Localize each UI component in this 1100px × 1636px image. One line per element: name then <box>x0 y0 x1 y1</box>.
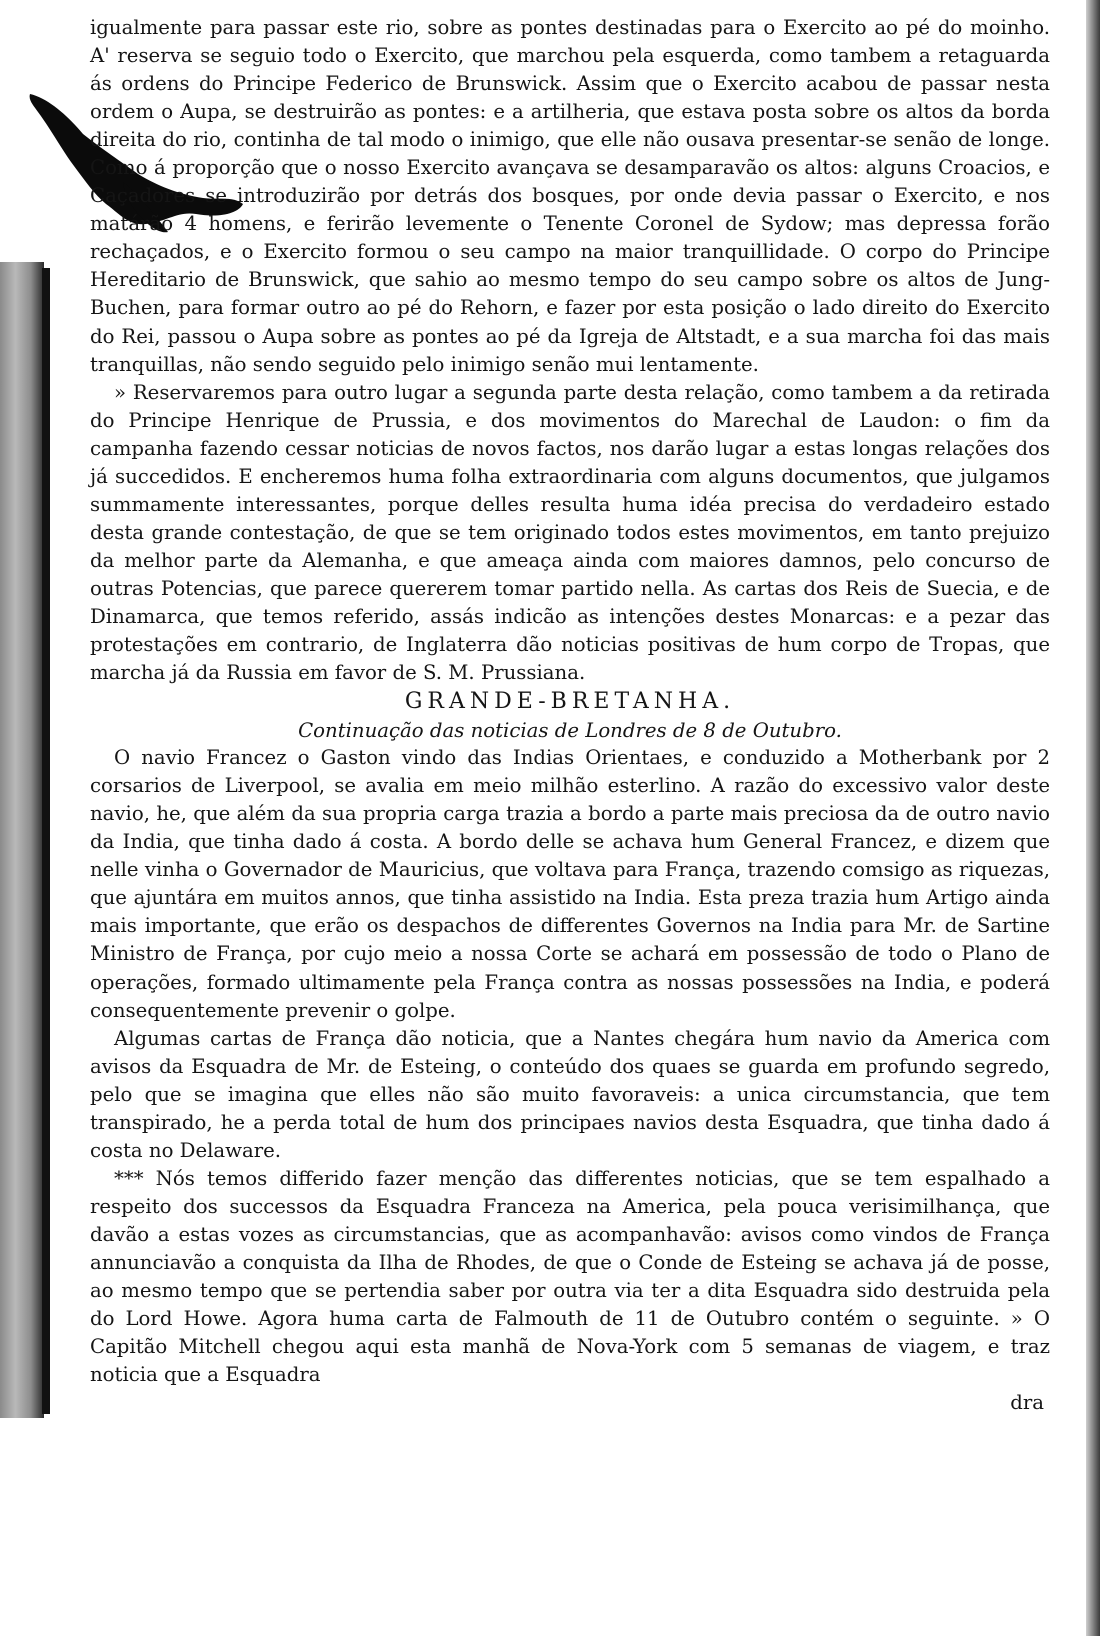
paragraph: Algumas cartas de França dão noticia, que a Nantes chegára hum navio da America com avisos da Esquadra de Mr. de Esteing, o conteúdo dos quaes se guarda em profundo segredo, pelo que se imagina que elles não são muito favoraveis: a unica circumstancia, que tem transpirado, he a perda total de hum dos principaes navios desta Esquadra, que tinha dado á costa no Delaware. <box>90 1026 1050 1162</box>
scan-binding-shadow <box>0 262 44 1418</box>
catchword: dra <box>1010 1391 1044 1415</box>
paragraph: » Reservaremos para outro lugar a segunda parte desta relação, como tambem a da retirada do Principe Henrique de Prussia, e dos movimentos do Marechal de Laudon: o fim da campanha fazendo cessar noticias de novos factos, nos darão lugar a estas longas relações dos já succedidos. E encheremos huma folha extraordinaria com alguns documentos, que julgamos summamente interessantes, porque delles resulta huma idéa precisa do verdadeiro estado desta grande contestação, de que se tem originado todos estes movimentos, em tanto prejuizo da melhor parte da Alemanha, e que ameaça ainda com maiores damnos, pelo concurso de outras Potencias, que parece quererem tomar partido nella. As cartas dos Reis de Suecia, e de Dinamarca, que temos referido, assás indicão as intenções destes Monarcas: e a pezar das protestações em contrario, de Inglaterra dão noticias positivas de hum corpo de Tropas, que marcha já da Russia em favor de S. M. Prussiana. <box>90 380 1050 685</box>
paragraph: O navio Francez o Gaston vindo das Indias Orientaes, e conduzido a Motherbank por 2 corsarios de Liverpool, se avalia em meio milhão esterlino. A razão do excessivo valor deste navio, he, que além da sua propria carga trazia a bordo a parte mais preciosa da de outro navio da India, que tinha dado á costa. A bordo delle se achava hum General Francez, e dizem que nelle vinha o Governador de Mauricius, que voltava para França, trazendo comsigo as riquezas, que ajuntára em muitos annos, que tinha assistido na India. Esta preza trazia hum Artigo ainda mais importante, que erão os despachos de differentes Governos na India para Mr. de Sartine Ministro de França, por cujo meio a nossa Corte se achará em possessão de todo o Plano de operações, formado ultimamente pela França contra as nossas possessões na India, e poderá consequentemente prevenir o golpe. <box>90 746 1050 1022</box>
article-body <box>90 14 1050 1417</box>
paragraph: igualmente para passar este rio, sobre as pontes destinadas para o Exercito ao pé do moinho. A' reserva se seguio todo o Exercito, que marchou pela esquerda, como tambem a retaguarda ás ordens do Principe Federico de Brunswick. Assim que o Exercito acabou de passar nesta ordem o Aupa, se destruirão as pontes: e a artilheria, que estava posta sobre os altos da borda direita do rio, continha de tal modo o inimigo, que elle não ousava presentar-se senão de longe. Como á proporção que o nosso Exercito avançava se desamparavão os altos: alguns Croacios, e Caçadores se introduzirão por detrás dos bosques, por onde devia passar o Exercito, e nos matárão 4 homens, e ferirão levemente o Tenente Coronel de Sydow; mas depressa forão rechaçados, e o Exercito formou o seu campo na maior tranquillidade. O corpo do Principe Hereditario de Brunswick, que sahio ao mesmo tempo do seu campo sobre os altos de Jung-Buchen, para formar outro ao pé do Rehorn, e fazer por esta posição o lado direito do Exercito do Rei, passou o Aupa sobre as pontes ao pé da Igreja de Altstadt, e a sua marcha foi das mais tranquillas, não sendo seguido pelo inimigo senão mui lentamente. <box>90 16 1050 376</box>
section-subheading: Continuação das noticias de Londres de 8 de Outubro. <box>298 719 842 743</box>
section-heading: GRANDE-BRETANHA. <box>404 689 736 715</box>
scan-binding-edge <box>42 268 50 1414</box>
scan-page-edge <box>1086 0 1100 1636</box>
paragraph: *** Nós temos differido fazer menção das differentes noticias, que se tem espalhado a respeito dos successos da Esquadra Franceza na America, pela pouca verisimilhança, que davão a estas vozes as circumstancias, que as acompanhavão: avisos como vindos de França annunciavão a conquista da Ilha de Rhodes, de que o Conde de Esteing se achava já de posse, ao mesmo tempo que se pertendia saber por outra via ter a dita Esquadra sido destruida pela do Lord Howe. Agora huma carta de Falmouth de 11 de Outubro contém o seguinte. » O Capitão Mitchell chegou aqui esta manhã de Nova-York com 5 semanas de viagem, e traz noticia que a Esquadra <box>90 1166 1050 1387</box>
